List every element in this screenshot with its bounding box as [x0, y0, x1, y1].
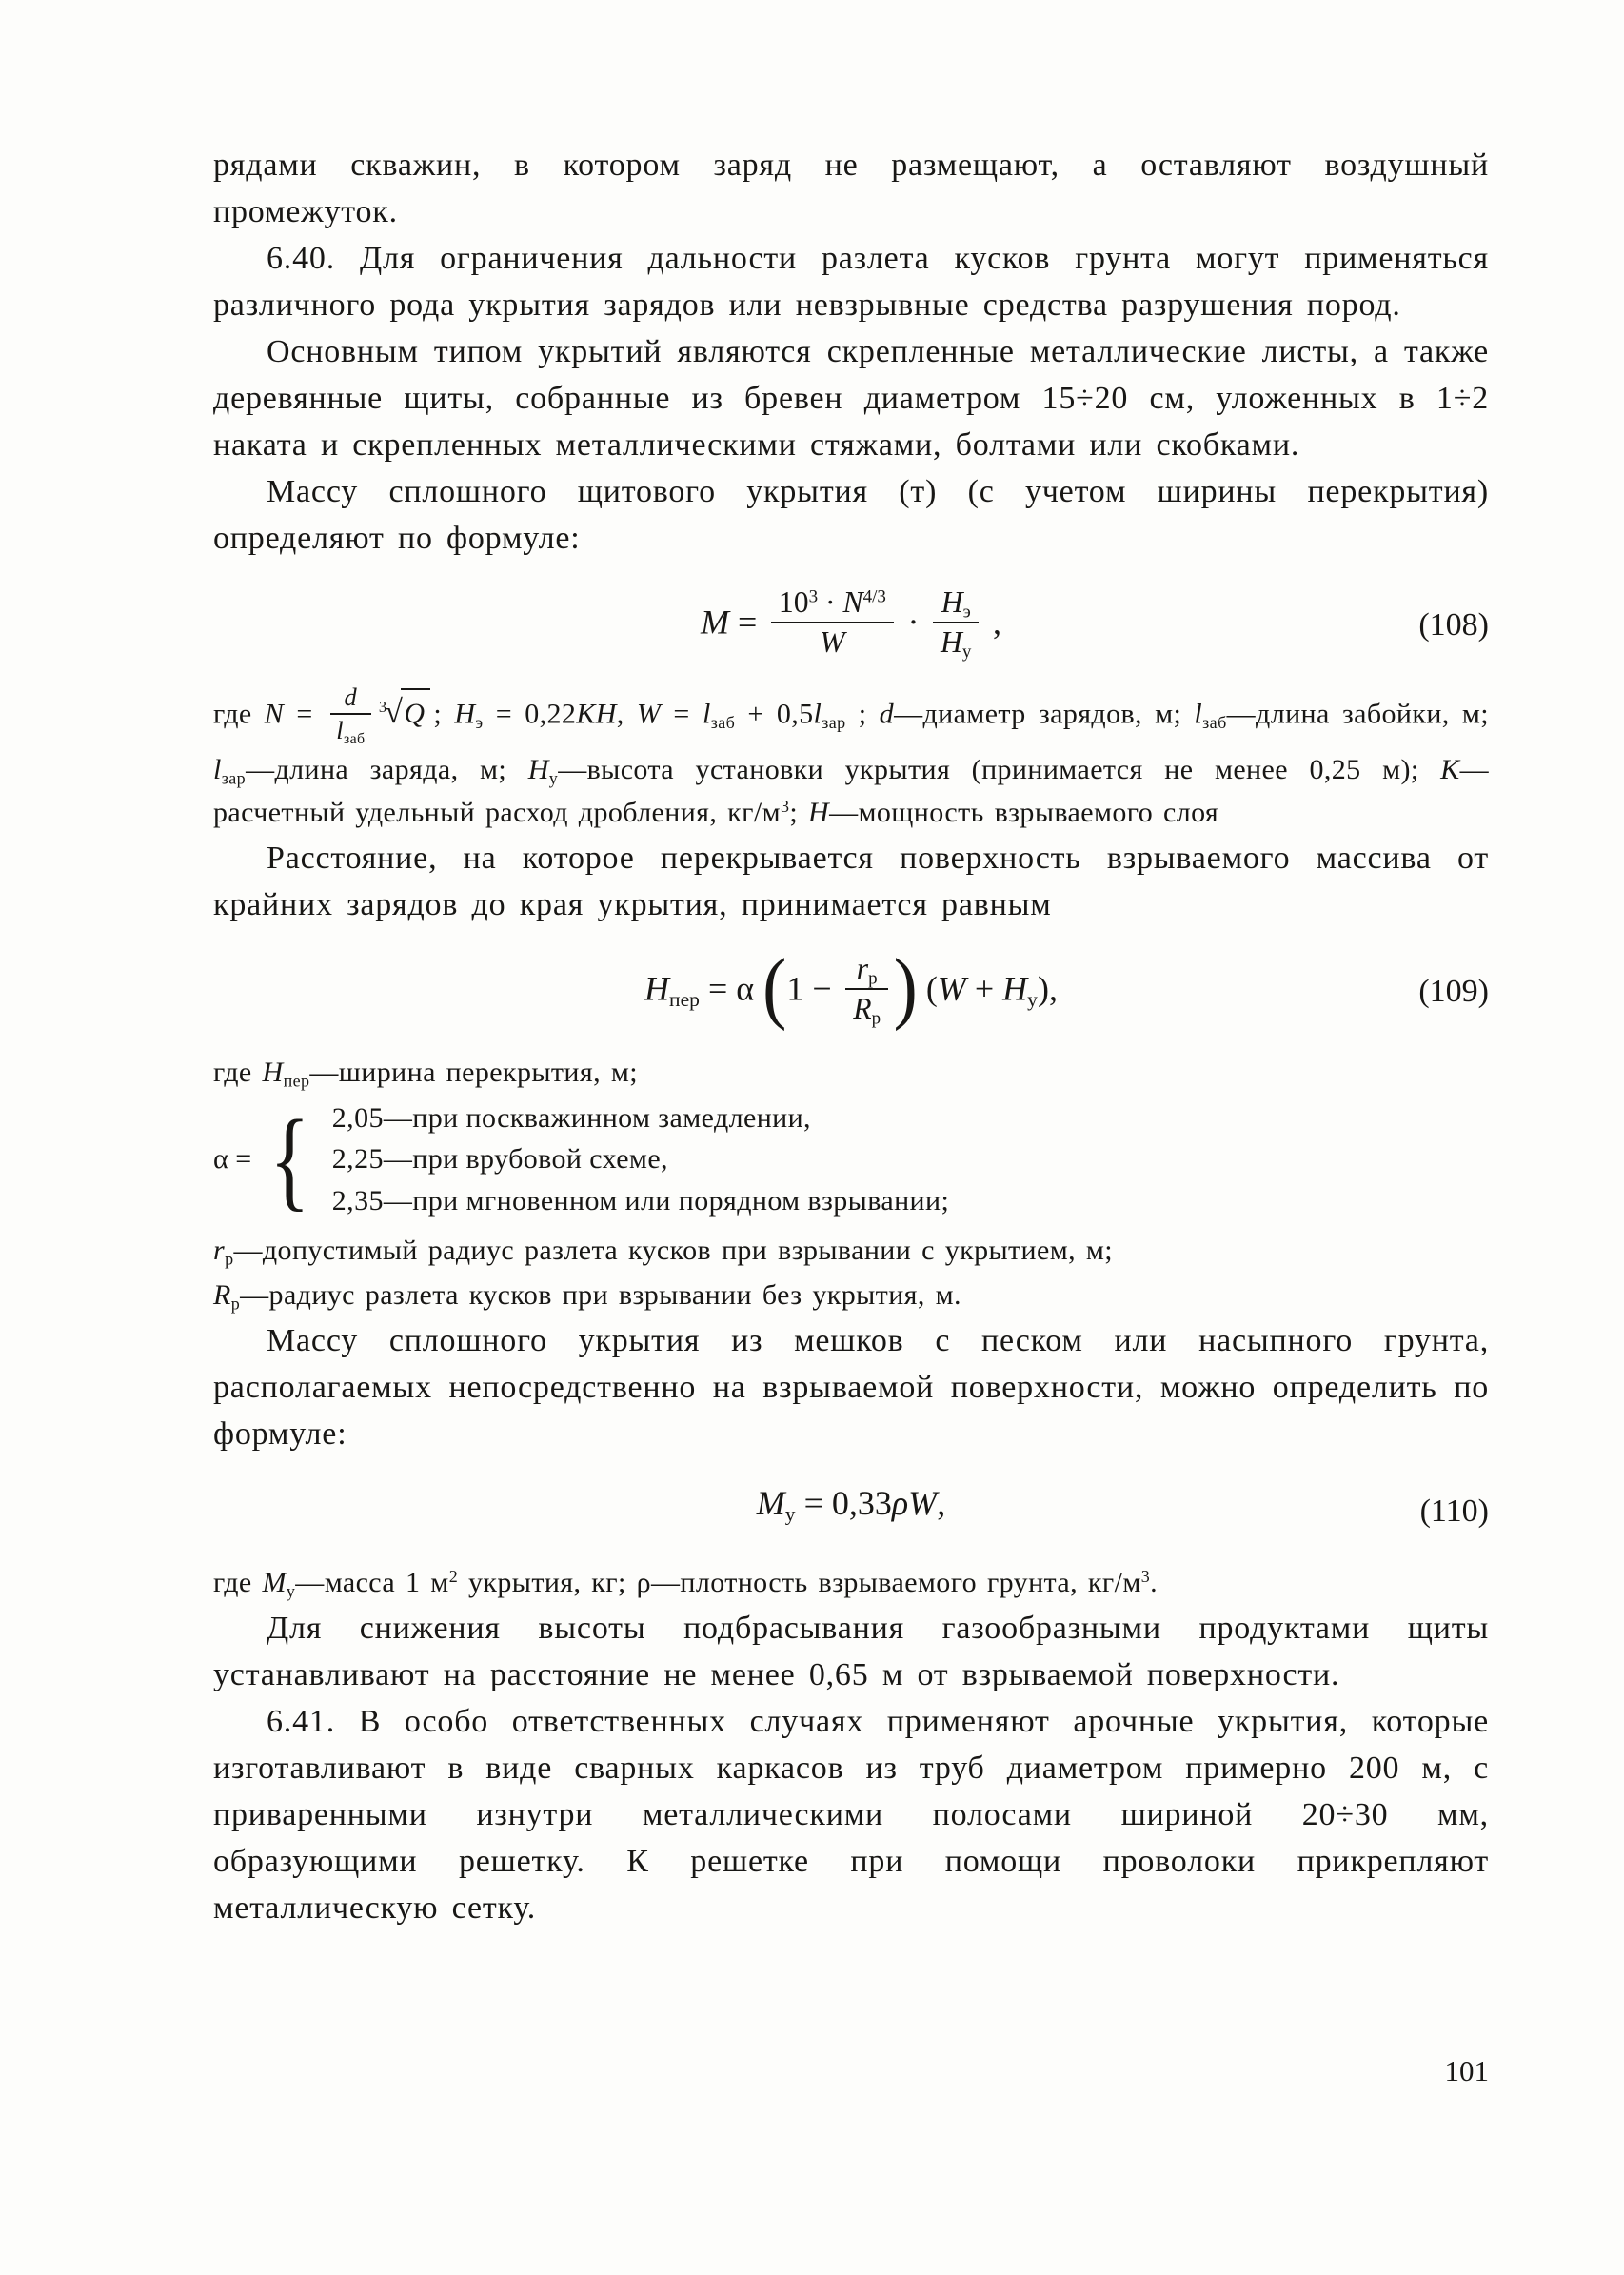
subscript: р	[871, 1009, 881, 1030]
text-run: = α	[699, 969, 763, 1008]
subscript: у	[784, 1502, 796, 1526]
root-argument	[401, 688, 430, 735]
paragraph-height: Для снижения высоты подбрасывания газообразными продуктами щиты устанавливают на расстояние не менее 0,65 м от взрываемой поверхности.	[213, 1611, 1489, 1693]
subscript: заб	[343, 730, 366, 747]
subscript: зар	[221, 768, 247, 788]
fraction-denominator	[845, 990, 888, 1030]
text-run: ;	[433, 698, 455, 730]
paragraph-6-40: 6.40. Для ограничения дальности разлета кусков грунта могут применяться различного рода укрытия зарядов или невзрывные средства разрушения пород.	[213, 240, 1489, 323]
where-clause-109-line2	[213, 1229, 1489, 1272]
math-var: H	[941, 625, 962, 660]
superscript: 3	[1140, 1567, 1151, 1587]
text-run: —длина заряда, м;	[246, 753, 528, 785]
superscript: 4/3	[862, 586, 886, 607]
math-var: N	[842, 585, 863, 620]
subscript: э	[962, 602, 971, 623]
math-var: l	[1194, 698, 1203, 730]
math-var: ρW	[891, 1484, 938, 1523]
math-var: H	[644, 969, 670, 1008]
formula-109-number: (109)	[1418, 973, 1489, 1009]
text-run: 10	[778, 585, 809, 620]
math-var: r	[213, 1235, 226, 1267]
root-index: 3	[378, 697, 387, 716]
text-run: =	[284, 698, 326, 730]
text-run: ·	[818, 585, 843, 620]
math-var: d	[879, 698, 895, 730]
superscript: 2	[448, 1567, 459, 1587]
formula-108-math	[701, 587, 1001, 663]
text-run: = 0,22	[483, 698, 577, 730]
text-run: где	[213, 698, 265, 730]
alpha-symbol: α =	[213, 1143, 252, 1176]
fraction-numerator	[330, 682, 371, 716]
math-var: H	[808, 796, 830, 828]
math-var: l	[336, 716, 344, 745]
where-clause-108	[213, 684, 1489, 834]
subscript: э	[475, 712, 484, 732]
text-run: +	[965, 969, 1003, 1008]
text-run: укрытия, кг; ρ—плотность взрываемого грунта, кг/м	[458, 1567, 1141, 1599]
subscript: зар	[822, 712, 846, 732]
text-run: =	[661, 698, 703, 730]
text-run: .	[1150, 1567, 1159, 1599]
big-paren-icon: )	[893, 943, 918, 1033]
math-var: W	[636, 698, 662, 730]
paragraph-mass-intro: Массу сплошного щитового укрытия (т) (с учетом ширины перекрытия) определяют по формуле:	[213, 473, 1489, 556]
math-var: KH	[576, 698, 617, 730]
text-run: (	[917, 969, 938, 1008]
fraction-numerator	[771, 584, 894, 623]
math-var: d	[344, 682, 358, 711]
subscript: у	[286, 1581, 296, 1601]
text-run: где	[213, 1567, 263, 1599]
text-run: ;	[789, 796, 809, 828]
text-run: ,	[616, 698, 637, 730]
text-run: —высота установки укрытия (принимается не менее 0,25 м);	[558, 753, 1441, 785]
subscript: р	[230, 1294, 241, 1314]
math-var: N	[264, 698, 285, 730]
fraction	[330, 682, 371, 746]
math-var: l	[813, 698, 822, 730]
math-var: H	[527, 753, 549, 785]
paragraph-distance: Расстояние, на которое перекрывается поверхность взрываемого массива от крайних зарядов до края укрытия, принимается равным	[213, 840, 1489, 922]
fraction	[845, 951, 888, 1030]
subscript: у	[548, 768, 559, 788]
math-var: H	[262, 1056, 284, 1088]
where-clause-109-line1	[213, 1051, 1489, 1094]
where-clause-110	[213, 1561, 1489, 1604]
page-number: 101	[1444, 2054, 1489, 2087]
text-run: 1 −	[786, 969, 841, 1008]
text-run: —масса 1 м	[295, 1567, 449, 1599]
fraction	[933, 584, 979, 661]
text-run: = 0,33	[795, 1484, 892, 1523]
text-run: ,	[937, 1484, 946, 1523]
subscript: заб	[1202, 712, 1227, 732]
fraction-denominator	[771, 623, 894, 661]
text-run: —длина забойки, м;	[1226, 698, 1489, 730]
subscript: пер	[283, 1071, 310, 1091]
superscript: 3	[808, 586, 819, 607]
text-run: ;	[845, 698, 880, 730]
paragraph-continuation: рядами скважин, в котором заряд не размещают, а оставляют воздушный промежуток.	[213, 148, 1489, 229]
alpha-case-3: 2,35—при мгновенном или порядном взрывании;	[331, 1184, 950, 1217]
alpha-case-2: 2,25—при врубовой схеме,	[331, 1143, 668, 1176]
text-run: где	[213, 1056, 263, 1088]
where-clause-109-line3	[213, 1274, 1489, 1316]
math-var: H	[1002, 969, 1028, 1008]
subscript: у	[1027, 987, 1038, 1011]
math-var: H	[941, 585, 963, 620]
math-var: M	[700, 602, 729, 641]
fraction-numerator	[845, 951, 888, 990]
math-var: R	[213, 1279, 231, 1312]
formula-110-math	[756, 1483, 946, 1526]
math-var: W	[820, 625, 845, 660]
brace-icon: {	[269, 1097, 310, 1222]
text-block	[213, 143, 1489, 1932]
fraction-denominator	[933, 623, 979, 661]
subscript: пер	[669, 987, 700, 1011]
text-run: =	[728, 602, 766, 641]
cube-root	[379, 688, 431, 738]
math-var: Q	[404, 698, 426, 730]
fraction	[771, 584, 894, 661]
text-run: —расчетный удельный расход дробления, кг/м	[213, 753, 1489, 828]
paragraph-6-41: 6.41. В особо ответственных случаях применяют арочные укрытия, которые изготавливают в виде сварных каркасов из труб диаметром примерно 200 м, с приваренными изнутри металлическими полосами шириной 20÷30 мм, образующими решетку. К решетке при помощи проволоки прикрепляют металлическую сетку.	[213, 1704, 1489, 1926]
formula-109	[213, 943, 1489, 1033]
radical-icon: √	[385, 694, 404, 731]
math-var: R	[853, 992, 872, 1026]
formula-108-number: (108)	[1418, 606, 1489, 643]
math-var: l	[702, 698, 711, 730]
text-run: —ширина перекрытия, м;	[309, 1056, 638, 1088]
alpha-cases	[213, 1098, 1489, 1222]
paragraph-shields: Основным типом укрытий являются скрепленные металлические листы, а также деревянные щиты, собранные из бревен диаметром 15÷20 см, уложенных в 1÷2 наката и скрепленных металлическими стяжами, болтами или скобками.	[213, 333, 1489, 463]
math-var: K	[1440, 753, 1460, 785]
text-run: ·	[899, 602, 928, 641]
alpha-case-list	[332, 1098, 949, 1222]
subscript: у	[961, 642, 972, 663]
math-var: H	[454, 698, 476, 730]
formula-109-math	[644, 943, 1058, 1033]
subscript: р	[225, 1249, 234, 1269]
text-run: —радиус разлета кусков при взрывании без укрытия, м.	[240, 1279, 961, 1312]
alpha-case-1: 2,05—при поскважинном замедлении,	[331, 1101, 811, 1134]
big-paren-icon: (	[762, 943, 787, 1033]
math-var: l	[213, 753, 222, 785]
fraction-numerator	[933, 584, 979, 623]
math-var: M	[262, 1567, 287, 1599]
paragraph-sandbags: Массу сплошного укрытия из мешков с песком или насыпного грунта, располагаемых непосредственно на взрываемой поверхности, можно определить по формуле:	[213, 1323, 1489, 1453]
formula-108	[213, 587, 1489, 663]
text-run: —мощность взрываемого слоя	[829, 796, 1219, 828]
text-run: + 0,5	[735, 698, 814, 730]
superscript: 3	[780, 797, 790, 817]
math-var: r	[856, 952, 869, 986]
formula-110	[213, 1483, 1489, 1540]
text-run: —диаметр зарядов, м;	[894, 698, 1195, 730]
text-run: —допустимый радиус разлета кусков при взрывании с укрытием, м;	[233, 1235, 1114, 1267]
text-run: ,	[984, 602, 1002, 641]
subscript: заб	[710, 712, 736, 732]
math-var: M	[756, 1484, 785, 1523]
formula-110-number: (110)	[1419, 1494, 1489, 1530]
text-run: ),	[1037, 969, 1058, 1008]
math-var: W	[937, 969, 966, 1008]
fraction-denominator	[330, 715, 371, 746]
subscript: р	[868, 969, 878, 990]
